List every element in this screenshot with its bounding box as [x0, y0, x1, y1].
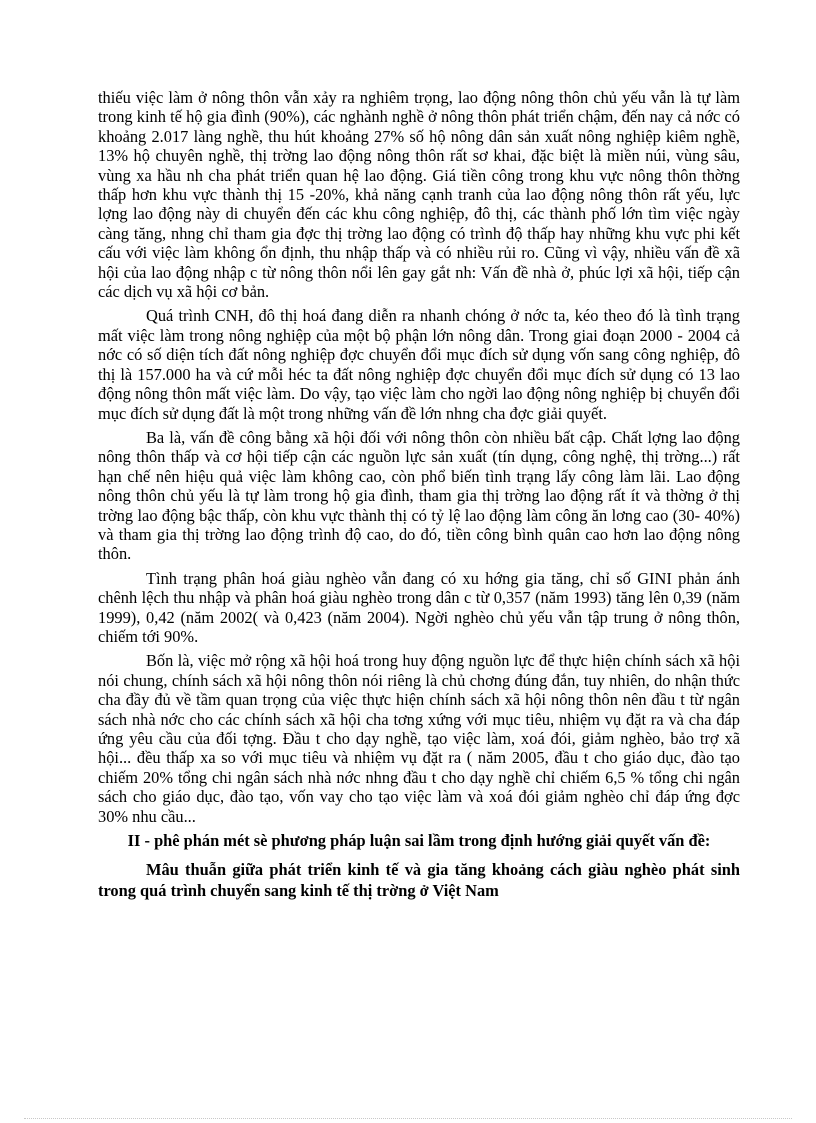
paragraph-industrialization: Quá trình CNH, đô thị hoá đang diễn ra nhanh chóng ở nớc ta, kéo theo đó là tình trạng mất việc làm trong nông nghiệp của một bộ phận lớn nông dân. Trong giai đoạn 2000 - 2004 cả nớc có số diện tích đất nông nghiệp đợc chuyển đổi mục đích sử dụng vốn sang công nghiệp, đô thị là 157.000 ha và cứ mỗi héc ta đất nông nghiệp đợc chuyển đổi mục đích sử dụng có 13 lao động nông thôn mất việc làm. Do vậy, tạo việc làm cho ngời lao động nông nghiệp bị chuyển đổi mục đích sử dụng đất là một trong những vấn đề lớn nhng cha đợc giải quyết.: [98, 306, 740, 423]
paragraph-social-equity: Ba là, vấn đề công bằng xã hội đối với nông thôn còn nhiều bất cập. Chất lợng lao động nông thôn thấp và cơ hội tiếp cận các nguồn lực sản xuất (tín dụng, công nghệ, thị trờng...) rất hạn chế nên hiệu quả việc làm không cao, còn phổ biến tình trạng lấy công làm lãi. Lao động nông thôn chủ yếu là tự làm trong hộ gia đình, tham gia thị trờng lao động rất ít và thờng ở thị trờng lao động bậc thấp, còn khu vực thành thị có tỷ lệ lao động làm công ăn lơng cao (30- 40%) và tham gia thị trờng lao động trình độ cao, do đó, tiền công bình quân cao hơn lao động nông thôn.: [98, 427, 740, 564]
page-bottom-divider: [24, 1118, 792, 1119]
paragraph-socialization: Bốn là, việc mở rộng xã hội hoá trong huy động nguồn lực để thực hiện chính sách xã hội nói chung, chính sách xã hội nông thôn nói riêng là chủ chơng đúng đắn, tuy nhiên, do nhận thức cha đầy đủ về tầm quan trọng của việc thực hiện chính sách xã hội nông thôn nên đầu t từ ngân sách nhà nớc cho các chính sách xã hội cha tơng xứng với mục tiêu, nhiệm vụ đặt ra và cha đáp ứng yêu cầu của đối tợng. Đầu t cho dạy nghề, tạo việc làm, xoá đói, giảm nghèo, bảo trợ xã hội... đều thấp xa so với mục tiêu và nhiệm vụ đặt ra ( năm 2005, đầu t cho giáo dục, đào tạo chiếm 20% tổng chi ngân sách nhà nớc nhng đầu t cho dạy nghề chỉ chiếm 6,5 % tổng chi ngân sách cho giáo dục, đào tạo, vốn vay cho tạo việc làm và xoá đói giảm nghèo chỉ đáp ứng đợc 30% nhu cầu...: [98, 651, 740, 826]
paragraph-rural-employment: thiếu việc làm ở nông thôn vẫn xảy ra nghiêm trọng, lao động nông thôn chủ yếu vẫn là tự làm trong kinh tế hộ gia đình (90%), các nghành nghề ở nông thôn phát triển chậm, đến nay cả nớc có khoảng 2.017 làng nghề, thu hút khoảng 27% số hộ nông dân sản xuất nông nghiệp kiêm nghề, 13% hộ chuyên nghề, thị trờng lao động nông thôn rất sơ khai, đặc biệt là miền núi, vùng sâu, vùng xa hầu nh cha phát triển quan hệ lao động. Giá tiền công trong khu vực nông thôn thờng thấp hơn khu vực thành thị 15 -20%, khả năng cạnh tranh của lao động nông thôn rất yếu, lực lợng lao động này di chuyển đến các khu công nghiệp, đô thị, các thành phố lớn tìm việc ngày càng tăng, nhng chỉ tham gia đợc thị trờng lao động có trình độ thấp hay những khu vực phi kết cấu với việc làm không ổn định, thu nhập thấp và có nhiều rủi ro. Cũng vì vậy, nhiều vấn đề xã hội của lao động nhập c từ nông thôn nổi lên gay gắt nh: Vấn đề nhà ở, phúc lợi xã hội, tiếp cận các dịch vụ xã hội cơ bản.: [98, 88, 740, 302]
subsection-heading: Mâu thuẫn giữa phát triển kinh tế và gia tăng khoảng cách giàu nghèo phát sinh trong quá trình chuyển sang kinh tế thị trờng ở Việt Nam: [98, 860, 740, 901]
document-page: [98, 88, 740, 901]
paragraph-income-gap: Tình trạng phân hoá giàu nghèo vẫn đang có xu hớng gia tăng, chỉ số GINI phản ánh chênh lệch thu nhập và phân hoá giàu nghèo trong dân c từ 0,357 (năm 1993) tăng lên 0,39 (năm 1999), 0,42 (năm 2002( và 0,423 (năm 2004). Ngời nghèo chủ yếu vẫn tập trung ở nông thôn, chiếm tới 90%.: [98, 568, 740, 646]
section-heading: II - phê phán mét sè phương pháp luận sai lầm trong định hướng giải quyết vấn đề:: [127, 831, 711, 851]
